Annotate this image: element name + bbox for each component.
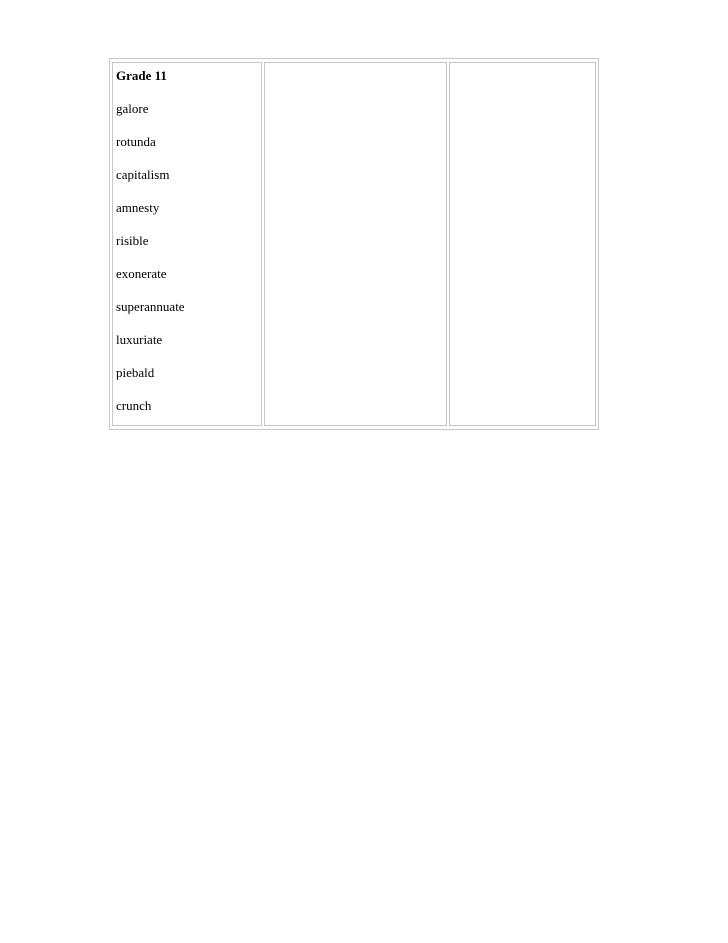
- blank-column-cell-2: [264, 62, 447, 426]
- word-item: risible: [116, 233, 149, 248]
- word-column-cell: [112, 62, 262, 426]
- word-item: amnesty: [116, 200, 160, 215]
- word-item: exonerate: [116, 266, 167, 281]
- word-item: superannuate: [116, 299, 185, 314]
- vocabulary-table: [109, 58, 599, 430]
- word-item: crunch: [116, 398, 152, 413]
- word-item: capitalism: [116, 167, 170, 182]
- word-item: piebald: [116, 365, 155, 380]
- grade-heading: Grade 11: [116, 68, 167, 83]
- word-list: [116, 101, 185, 431]
- blank-column-cell-3: [449, 62, 596, 426]
- word-item: galore: [116, 101, 149, 116]
- word-item: rotunda: [116, 134, 156, 149]
- word-item: luxuriate: [116, 332, 163, 347]
